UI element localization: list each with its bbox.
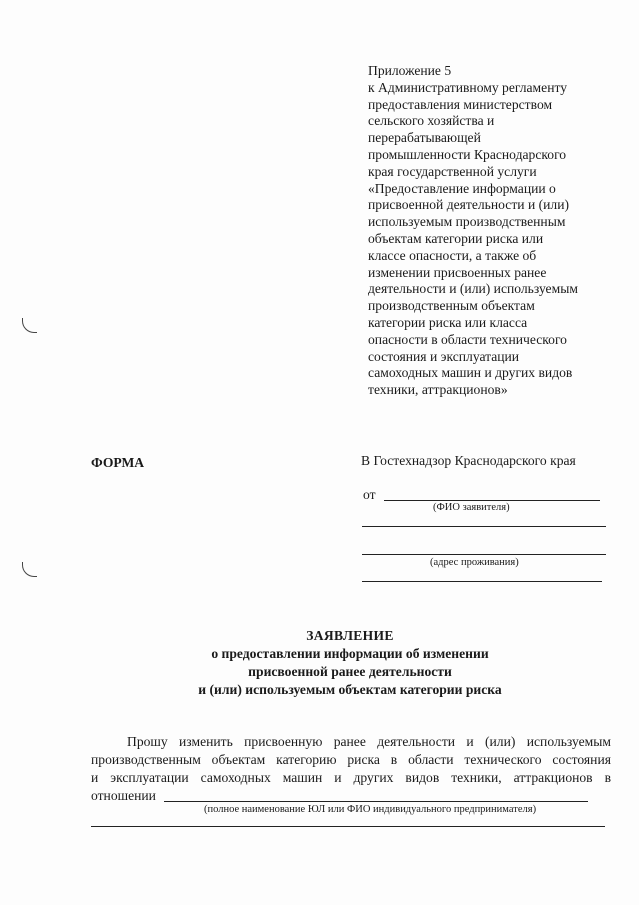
appendix-line: сельского хозяйства и: [368, 113, 495, 129]
organization-name-field-cont[interactable]: [91, 826, 605, 827]
appendix-line: предоставления министерством: [368, 96, 553, 112]
address-caption: (адрес проживания): [430, 557, 519, 568]
appendix-line: производственным объектам: [368, 298, 535, 314]
applicant-name-field-cont[interactable]: [362, 526, 606, 527]
organization-name-caption: (полное наименование ЮЛ или ФИО индивидуального предпринимателя): [204, 804, 537, 815]
body-line: и эксплуатации самоходных машин и других видов техники, аттракционов в: [91, 770, 611, 785]
appendix-line: перерабатывающей: [368, 130, 481, 146]
applicant-name-field[interactable]: [384, 500, 600, 501]
appendix-line: категории риска или класса: [368, 314, 528, 330]
statement-heading: ЗАЯВЛЕНИЕ: [306, 628, 394, 643]
binder-hole-mark-top: [22, 318, 37, 333]
statement-subtitle-line: присвоенной ранее деятельности: [248, 664, 452, 679]
appendix-line: промышленности Краснодарского: [368, 146, 567, 162]
statement-subtitle-line: и (или) используемым объектам категории риска: [198, 682, 502, 697]
appendix-line: Приложение 5: [368, 63, 452, 78]
organization-name-field[interactable]: [164, 801, 588, 802]
applicant-name-caption: (ФИО заявителя): [433, 502, 510, 513]
appendix-line: техники, аттракционов»: [368, 382, 508, 398]
address-field-cont[interactable]: [362, 581, 602, 582]
statement-subtitle-line: о предоставлении информации об изменении: [211, 646, 489, 661]
appendix-line: состояния и эксплуатации: [368, 348, 520, 364]
statement-title: [130, 627, 570, 699]
appendix-line: к Административному регламенту: [368, 79, 568, 95]
appendix-line: используемым производственным: [368, 214, 566, 230]
appendix-line: присвоенной деятельности и (или): [368, 197, 569, 213]
appendix-line: «Предоставление информации о: [368, 180, 556, 196]
recipient-authority: В Гостехнадзор Краснодарского края: [361, 453, 576, 468]
appendix-note: [368, 63, 623, 399]
appendix-line: изменении присвоенных ранее: [368, 264, 547, 280]
appendix-line: края государственной услуги: [368, 163, 537, 179]
body-line: производственным объектам категорию риска в области технического состояния: [91, 752, 611, 767]
body-line: отношении: [91, 788, 156, 803]
appendix-line: объектам категории риска или: [368, 230, 544, 246]
form-label: ФОРМА: [91, 455, 145, 470]
body-line: Прошу изменить присвоенную ранее деятельности и (или) используемым: [127, 734, 611, 749]
binder-hole-mark-bottom: [22, 562, 37, 577]
from-label: от: [363, 487, 376, 502]
statement-body: [91, 733, 611, 805]
appendix-line: опасности в области технического: [368, 331, 567, 347]
appendix-line: классе опасности, а также об: [368, 247, 537, 263]
address-field[interactable]: [362, 554, 606, 555]
appendix-line: самоходных машин и других видов: [368, 365, 573, 381]
appendix-line: деятельности и (или) используемым: [368, 281, 578, 297]
